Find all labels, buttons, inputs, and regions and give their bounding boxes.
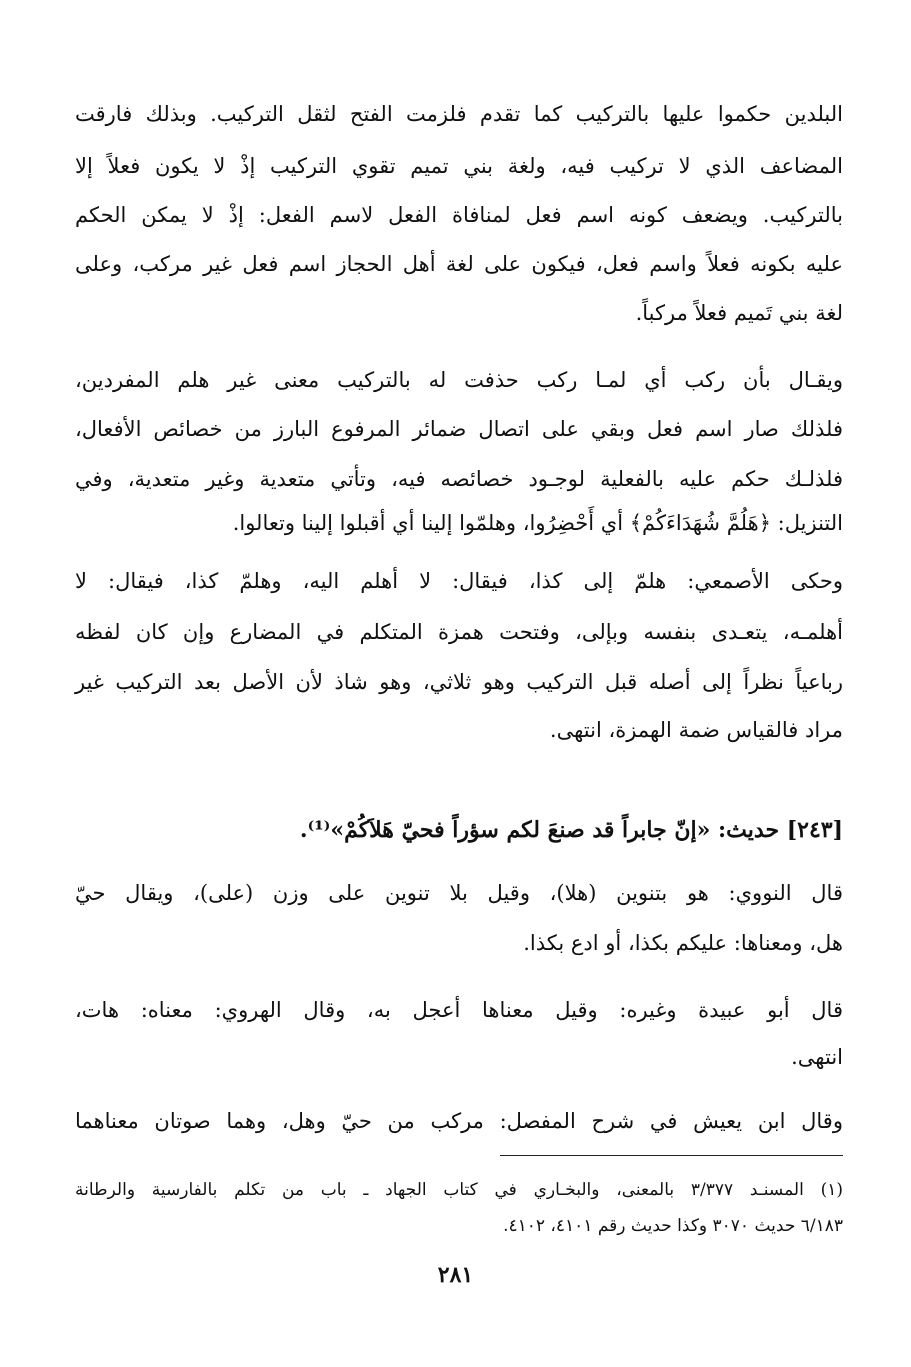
- text-line: وقال ابن يعيش في شرح المفصل: مركب من حيّ وهل، وهما صوتان معناهما: [75, 1109, 843, 1133]
- footnote-divider: [500, 1155, 843, 1156]
- text-line: قال النووي: هو بتنوين (هلا)، وقيل بلا تنوين على وزن (على)، ويقال حيّ: [75, 881, 843, 905]
- text-line: التنزيل: ﴿هَلُمَّ شُهَدَاءَكُمْ﴾ أي أَحْضِرُوا، وهلمّوا إلينا أي أقبلوا إلينا وتعالوا.: [232, 511, 843, 535]
- text-line: لغة بني تَميم فعلاً مركباً.: [635, 301, 843, 325]
- page-number: ٢٨١: [437, 1262, 474, 1288]
- text-line: هل، ومعناها: عليكم بكذا، أو ادع بكذا.: [523, 931, 843, 955]
- text-line: البلدين حكموا عليها بالتركيب كما تقدم فلزمت الفتح لثقل التركيب. وبذلك فارقت: [75, 102, 843, 126]
- text-line: رباعياً نظراً إلى أصله قبل التركيب وهو ثلاثي، وهو شاذ لأن الأصل بعد التركيب غير: [75, 670, 843, 694]
- text-line: قال أبو عبيدة وغيره: وقيل معناها أعجل به، وقال الهروي: معناه: هات،: [75, 998, 843, 1022]
- text-line: فلذلك صار اسم فعل وبقي على اتصال ضمائر المرفوع البارز من خصائص الأفعال،: [75, 417, 843, 441]
- text-line: المضاعف الذي لا تركيب فيه، ولغة بني تميم تقوي التركيب إذْ لا يكون فعلاً إلا: [75, 154, 843, 178]
- footnote-line: (١) المسنـد ٣/٣٧٧ بالمعنى، والبخـاري في كتاب الجهاد ـ باب من تكلم بالفارسية والرطانة: [75, 1180, 843, 1200]
- text-line: عليه بكونه فعلاً واسم فعل، فيكون على لغة أهل الحجاز اسم فعل غير مركب، وعلى: [75, 252, 843, 276]
- hadith-heading: [٢٤٣] حديث: «إنّ جابراً قد صنعَ لكم سؤراً فحيّ هَلاَكُمْ»⁽¹⁾.: [299, 817, 843, 843]
- text-line: وحكى الأصمعي: هلمّ إلى كذا، فيقال: لا أهلم اليه، وهلمّ كذا، فيقال: لا: [75, 569, 843, 593]
- text-line: ويقـال بأن ركب أي لمـا ركب حذفت له بالتركيب معنى غير هلم المفردين،: [75, 368, 843, 392]
- footnote-line: ٦/١٨٣ حديث ٣٠٧٠ وكذا حديث رقم ٤١٠١، ٤١٠٢.: [503, 1216, 843, 1236]
- text-line: مراد فالقياس ضمة الهمزة، انتهى.: [549, 718, 843, 742]
- text-line: انتهى.: [791, 1045, 843, 1069]
- text-line: أهلمـه، يتعـدى بنفسه وبإلى، وفتحت همزة المتكلم في المضارع وإن كان لفظه: [75, 620, 843, 644]
- text-line: فلذلـك حكم عليه بالفعلية لوجـود خصائصه فيه، وتأتي متعدية وغير متعدية، وفي: [75, 467, 843, 491]
- text-line: بالتركيب. ويضعف كونه اسم فعل لمنافاة الفعل لاسم الفعل: إذْ لا يمكن الحكم: [75, 203, 843, 227]
